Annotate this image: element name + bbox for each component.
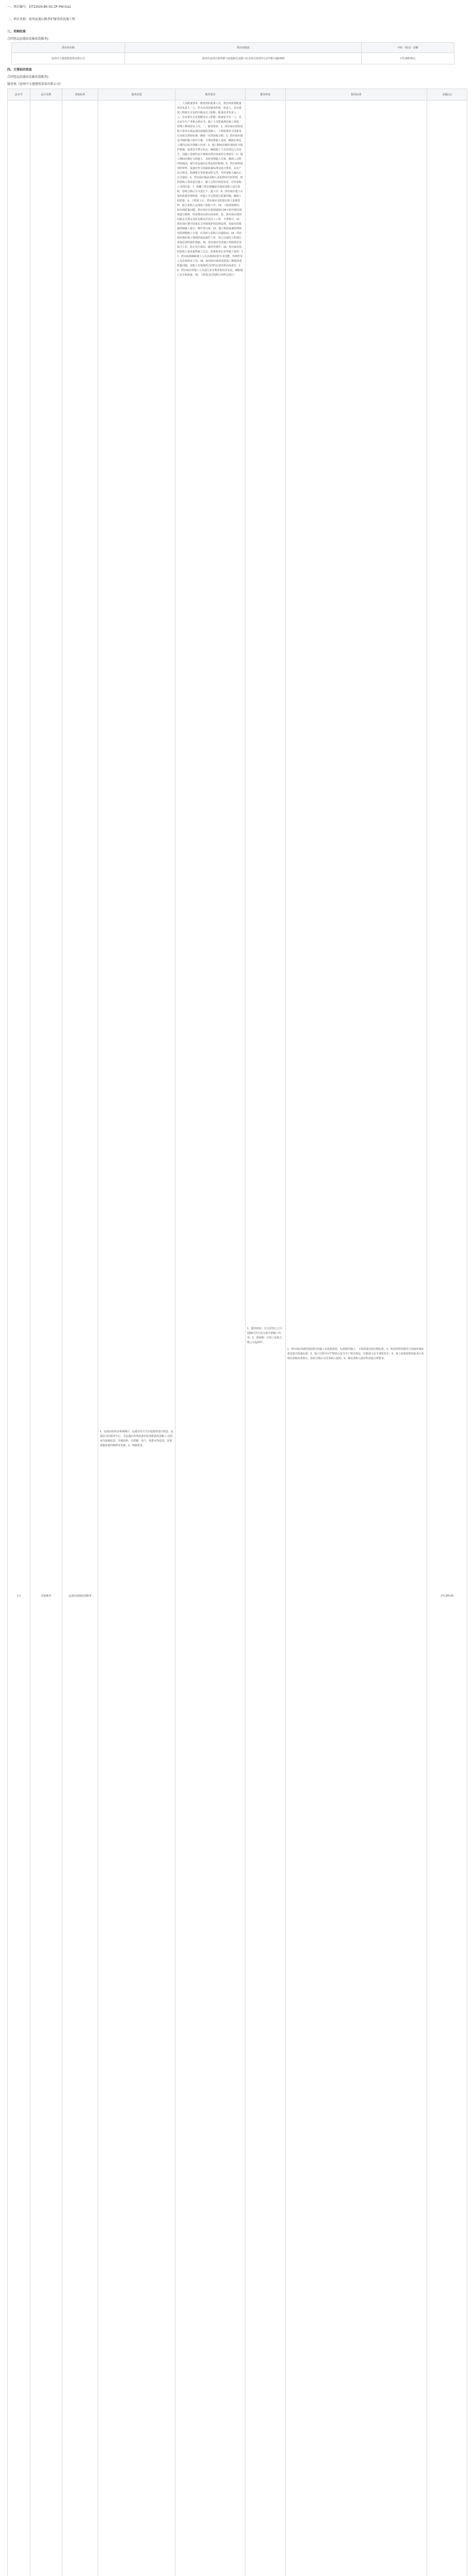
service-scope: 1、运通站给排水系统统计，运通站对大生活设施等进行改造，运通站为民服务中心，含运通站各类设备安装及配套改造施工,包括室内设施改造、外墙涂料，含供暖、电气、给排水等改造，各类设施设备的维修及更换；2、纳税要求。 — [98, 100, 175, 2576]
project-number: 一、项目编号：招TZ2024-BK-SC-ZF-PM-0111 — [7, 6, 71, 9]
project-name: 二、项目名称：沧州运通公路养护服务段设施工程 — [7, 18, 76, 21]
service-header-no: 品目号 — [8, 89, 30, 100]
service-time: 1、服务时间：自合同签订之日起90日历天内完成全部施工内容；2、质保期：自竣工验收合格之日起两年。 — [245, 100, 286, 2576]
result-header-supplier: 供应商名称 — [12, 43, 125, 53]
service-amount: 171,000.00 — [427, 100, 467, 2576]
service-header-time: 服务时间 — [245, 89, 286, 100]
section-4-subtitle: 合同包1(运通站设施改造服务)： — [7, 76, 51, 79]
service-target: 运通站设施改造服务 — [62, 100, 98, 2576]
service-header-target: 采购标的 — [62, 89, 98, 100]
service-standard: 1、供应商应按照国家现行的施工及验收规范、标准组织施工，工程质量达到合格标准；2、所用材料均须符合国家环保标准及相关质量标准；3、施工过程中应严格执行安全生产相关规定，杜绝重大安全事故发生；4、竣工验收按照国家及行业现行验收标准执行，验收合格后交付采购人使用；5、满足采购人提出的其他合理要求。 — [286, 100, 427, 2576]
result-header-amount: 中标（成交）金额 — [362, 43, 454, 53]
section-3-subtitle: 合同包1(运通站设施改造服务)： — [7, 38, 51, 41]
section-4-title: 四、主要标的信息 — [7, 69, 32, 72]
service-no: 1-1 — [8, 100, 30, 2576]
service-table — [7, 89, 467, 2576]
result-supplier: 沧州中大建建筑装饰有限公司 — [12, 53, 125, 64]
service-header-name: 品目名称 — [30, 89, 62, 100]
section-3-title: 三、采购结果 — [7, 30, 26, 33]
result-table — [11, 42, 454, 64]
service-header-requirements: 服务要求 — [175, 89, 245, 100]
service-header-scope: 服务范围 — [98, 89, 175, 100]
service-requirements: 一、人员配备要求：服务团队配备人员，供应商需要配备项目负责人一人，作为本项目服务的第一负责人，具有建筑工程相关专业的中级及以上职称；配备技术负责人一人，具有相关专业初级及以上职称；配备安全员一人，具有安全生产考核合格证书；施工人员数量满足施工需要，特殊工种需持证上岗。二、服务要求：1、供应商应按照采购人要求完成运通站设施改造施工，工程质量符合国家及行业相关规范标准，确保一次性验收合格；2、供应商应制定详细的施工组织方案，合理安排施工进度，确保在规定工期内完成全部施工内容；3、施工期间应做好现场安全防护措施，设置安全警示标志，确保施工人员及周边人员安全，因施工造成的安全事故由供应商承担全部责任；4、施工期间应做好文明施工，及时清理施工垃圾，做到工完料净场地清，减少对运通站正常运营的影响；5、供应商所使用的材料、设备应符合国家质量标准及设计要求，具有产品合格证、检测报告等质量证明文件，并经采购人确认后方可使用；6、供应商应服从采购人及监理单位的管理，按照采购人要求进行施工，施工过程中如需变更，应经采购人书面同意；7、隐蔽工程在隐蔽前应通知采购人进行验收，验收合格后方可进行下一道工序；8、供应商应建立完善的质量管理体系，对施工全过程进行质量控制，确保工程质量；9、工程竣工后，供应商应及时提交竣工验收资料，配合采购人完成竣工验收工作；10、工程质保期内，如出现质量问题，供应商应在接到通知后24小时内到达现场进行维修，所需费用由供应商承担；11、供应商应按照国家有关规定及时足额支付农民工工资，不得拖欠；12、供应商应遵守国家有关环境保护的法律法规，采取有效措施控制施工扬尘、噪声等污染；13、施工期间如遇特殊情况需调整施工计划，应及时与采购人沟通协商；14、供应商应做好施工现场的成品保护工作，对已完成的工程部位采取必要的保护措施；15、供应商应负责施工现场的治安保卫工作，防止发生盗窃、破坏等事件；16、供应商应按照采购人要求提供施工日志、质量检查记录等施工资料；17、供应商须确保施工人员具备相应的专业技能，特种作业人员必须持证上岗；18、如因供应商原因造成工期延误或质量问题，采购人有权按照合同约定追究供应商责任；19、供应商应对施工人员进行安全教育和技术交底，确保施工安全和质量；20、工程款支付按照合同约定执行。 — [175, 100, 245, 2576]
result-header-address: 供应商地址 — [125, 43, 362, 53]
service-header-standard: 服务标准 — [286, 89, 427, 100]
result-address: 沧州市运河区新华路与前进路交叉路口东北角百花园中心2号楼大厦8-803 — [125, 53, 362, 64]
section-4-subtitle-2: 服务类（沧州中大建建筑装饰有限公司） — [7, 83, 63, 86]
service-header-amount: 金额(元) — [427, 89, 467, 100]
service-name: 其他服务 — [30, 100, 62, 2576]
result-amount: 171,000.00元 — [362, 53, 454, 64]
